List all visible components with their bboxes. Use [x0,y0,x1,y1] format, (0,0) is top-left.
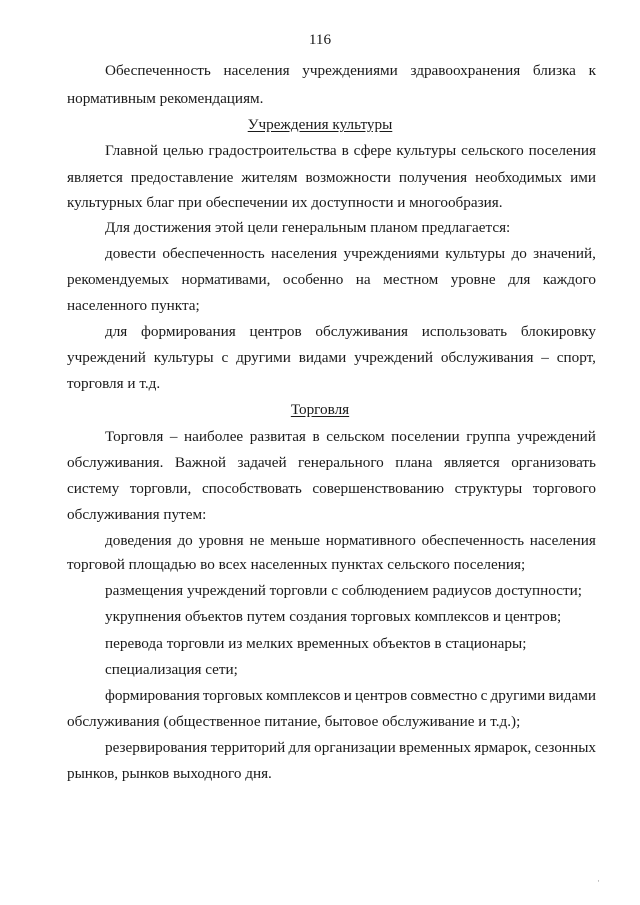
list-item-stationary: перевода торговли из мелких временных объектов в стационары; [105,635,527,652]
list-item-placement: размещения учреждений торговли с соблюдением радиусов доступности; [105,582,582,599]
text-line: рекомендуемых нормативами, особенно на местном уровне для каждого [67,271,596,288]
text-line: торговля и т.д. [67,375,161,392]
text-line: систему торговли, способствовать совершенствованию структуры торгового [67,480,596,497]
text-line: рынков, рынков выходного дня. [67,765,272,782]
section-heading-trade: Торговля [290,401,350,418]
text-line: Обеспеченность населения учреждениями здравоохранения близка к [105,62,596,79]
text-line: обслуживания (общественное питание, бытовое обслуживание и т.д.); [67,713,521,730]
text-line: является предоставление жителям возможности получения необходимых ими [67,169,596,186]
text-line: для формирования центров обслуживания использовать блокировку [105,323,596,340]
text-line: нормативным рекомендациям. [67,90,264,107]
page-number: 116 [308,31,332,48]
text-line: населенного пункта; [67,297,200,314]
text-line: обслуживания путем: [67,506,207,523]
text-line: обслуживания. Важной задачей генерального плана является организовать [67,454,596,471]
text-line: Торговля – наиболее развитая в сельском поселении группа учреждений [105,428,596,445]
text-line: довести обеспеченность населения учреждениями культуры до значений, [105,245,596,262]
text-line: культурных благ при обеспечении их доступности и многообразия. [67,194,503,211]
scan-artifact: · [597,876,600,886]
text-line: учреждений культуры с другими видами учреждений обслуживания – спорт, [67,349,596,366]
list-item-consolidation: укрупнения объектов путем создания торговых комплексов и центров; [105,608,562,625]
text-line: резервирования территорий для организации временных ярмарок, сезонных [105,739,596,756]
text-line: формирования торговых комплексов и центров совместно с другими видами [105,687,596,704]
list-item-specialization: специализация сети; [105,661,238,678]
text-line: Главной целью градостроительства в сфере культуры сельского поселения [105,142,596,159]
text-line: доведения до уровня не меньше нормативного обеспеченность населения [105,532,596,549]
text-line: торговой площадью во всех населенных пунктах сельского поселения; [67,556,526,573]
paragraph-plan-intro: Для достижения этой цели генеральным планом предлагается: [105,219,511,236]
section-heading-culture: Учреждения культуры [247,116,393,133]
